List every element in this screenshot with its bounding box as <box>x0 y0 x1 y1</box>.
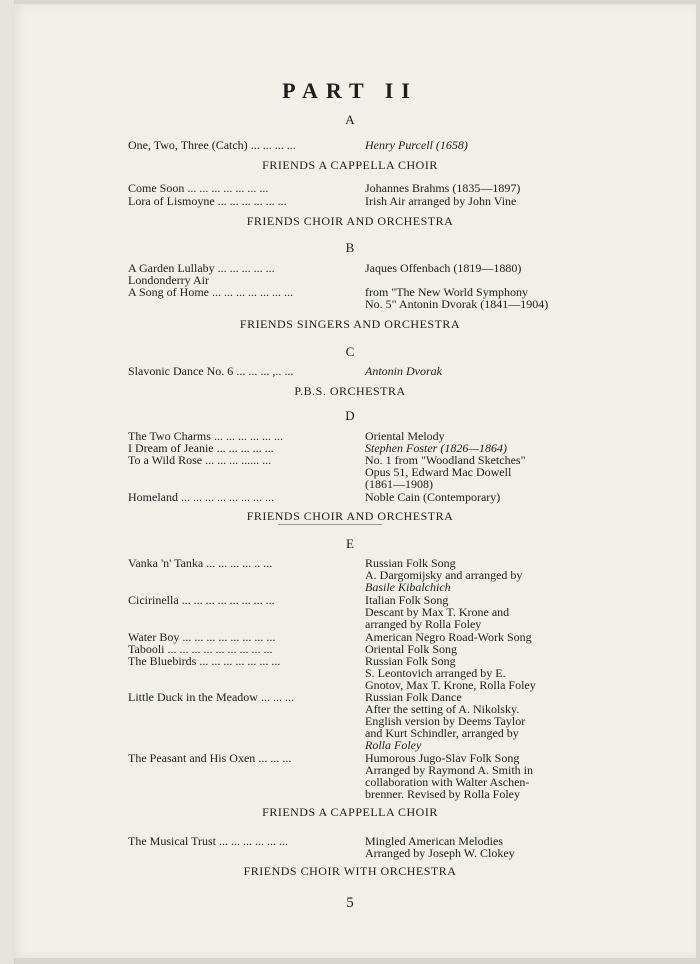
item-title: One, Two, Three (Catch) <box>128 139 248 152</box>
item-credit: and Kurt Schindler, arranged by <box>365 726 519 740</box>
item-title: Come Soon <box>128 182 185 195</box>
leader-dots: ... ... ... ... ... <box>213 442 274 455</box>
leader-dots: ... ... ... ... ... ... <box>216 835 289 848</box>
item-credit: Irish Air arranged by John Vine <box>365 194 517 208</box>
item-credit: Italian Folk Song <box>365 593 449 607</box>
item-credit: Antonin Dvorak <box>365 364 442 378</box>
item-credit: English version by Deems Taylor <box>365 714 526 728</box>
item-credit: Stephen Foster (1826—1864) <box>365 441 507 455</box>
leader-dots: ... ... ... ... .. ... <box>203 557 273 570</box>
item-credit: Descant by Max T. Krone and <box>365 605 510 619</box>
item-title: The Bluebirds <box>128 655 197 668</box>
item-credit: brenner. Revised by Rolla Foley <box>365 787 520 801</box>
leader-dots: ... ... ... ... ... <box>214 262 275 275</box>
section-label-d: D <box>345 408 355 423</box>
item-credit: No. 5" Antonin Dvorak (1841—1904) <box>365 297 549 311</box>
item-title: Slavonic Dance No. 6 <box>128 365 234 378</box>
performer-group: FRIENDS CHOIR WITH ORCHESTRA <box>243 864 457 878</box>
item-title: Lora of Lismoyne <box>128 195 215 208</box>
item-title: A Song of Home <box>128 286 209 299</box>
page-number: 5 <box>346 895 354 911</box>
page-title: PART II <box>282 78 418 103</box>
leader-dots: ... ... ... ... ... ... ... <box>209 286 293 299</box>
item-credit: Opus 51, Edward Mac Dowell <box>365 465 512 479</box>
item-credit: After the setting of A. Nikolsky. <box>365 702 520 716</box>
item-title: Homeland <box>128 491 178 504</box>
item-title: To a Wild Rose <box>128 454 203 467</box>
item-credit: Gnotov, Max T. Krone, Rolla Foley <box>365 678 536 692</box>
leader-dots: ... ... ... ... ... ... ... ... <box>178 491 274 504</box>
item-credit: No. 1 from "Woodland Sketches" <box>365 453 526 467</box>
item-title: A Garden Lullaby <box>128 262 215 275</box>
item-credit: S. Leontovich arranged by E. <box>365 666 506 680</box>
item-credit: collaboration with Walter Aschen- <box>365 775 530 789</box>
item-credit: Mingled American Melodies <box>365 834 503 848</box>
item-credit: from "The New World Symphony <box>365 285 529 299</box>
item-title: The Two Charms <box>128 430 211 443</box>
item-title: Tabooli <box>128 643 165 656</box>
performer-group: FRIENDS SINGERS AND ORCHESTRA <box>239 317 461 331</box>
section-label-c: C <box>345 344 355 359</box>
leader-dots: ... ... ... ... <box>247 139 296 152</box>
item-credit: Russian Folk Song <box>365 556 456 570</box>
item-credit: Arranged by Raymond A. Smith in <box>365 763 533 777</box>
item-title: Londonderry Air <box>128 274 209 287</box>
item-credit: arranged by Rolla Foley <box>365 617 482 631</box>
leader-dots: ... ... ... ... ... ... ... ... ... <box>164 643 273 656</box>
section-label-b: B <box>345 240 355 255</box>
section-label-e: E <box>346 536 354 551</box>
performer-group: FRIENDS A CAPPELLA CHOIR <box>262 158 438 172</box>
item-credit: Basile Kibalchich <box>365 580 451 594</box>
item-title: The Musical Trust <box>128 835 217 848</box>
performer-group: P.B.S. ORCHESTRA <box>294 384 406 398</box>
leader-dots: ... ... ... ,.. ... <box>233 365 294 378</box>
leader-dots: ... ... ... <box>257 691 294 704</box>
item-credit: Jaques Offenbach (1819—1880) <box>365 261 522 275</box>
item-credit: Johannes Brahms (1835—1897) <box>365 181 521 195</box>
item-title: Vanka 'n' Tanka <box>128 557 204 570</box>
leader-dots: ... ... ... ... ... ... <box>210 430 283 443</box>
item-title: I Dream of Jeanie <box>128 442 214 455</box>
item-title: Little Duck in the Meadow <box>128 691 258 704</box>
item-credit: Oriental Folk Song <box>365 642 457 656</box>
performer-group: FRIENDS CHOIR AND ORCHESTRA <box>246 214 454 228</box>
item-credit: Henry Purcell (1658) <box>365 138 468 152</box>
leader-dots: ... ... ... ...... ... <box>202 454 272 467</box>
divider <box>278 524 382 525</box>
item-credit: (1861—1908) <box>365 477 433 491</box>
leader-dots: ... ... ... ... ... ... ... ... <box>178 594 275 607</box>
item-credit: Russian Folk Song <box>365 654 456 668</box>
performer-group: FRIENDS CHOIR AND ORCHESTRA <box>246 509 454 523</box>
item-credit: Noble Cain (Contemporary) <box>365 490 501 504</box>
leader-dots: ... ... ... ... ... ... <box>214 195 287 208</box>
item-credit: Oriental Melody <box>365 429 445 443</box>
item-credit: Humorous Jugo-Slav Folk Song <box>365 751 520 765</box>
item-credit: American Negro Road-Work Song <box>365 630 532 644</box>
item-credit: Russian Folk Dance <box>365 690 462 704</box>
leader-dots: ... ... ... ... ... ... ... <box>184 182 269 195</box>
item-title: Water Boy <box>128 631 180 644</box>
leader-dots: ... ... ... ... ... ... ... ... <box>179 631 276 644</box>
leader-dots: ... ... ... <box>255 752 292 765</box>
leader-dots: ... ... ... ... ... ... ... <box>196 655 281 668</box>
performer-group: FRIENDS A CAPPELLA CHOIR <box>262 805 438 819</box>
item-title: The Peasant and His Oxen <box>128 752 256 765</box>
item-credit: A. Dargomijsky and arranged by <box>365 568 523 582</box>
section-label-a: A <box>345 112 355 127</box>
item-credit: Arranged by Joseph W. Clokey <box>365 846 515 860</box>
item-title: Cicirinella <box>128 594 179 607</box>
item-credit: Rolla Foley <box>365 738 422 752</box>
